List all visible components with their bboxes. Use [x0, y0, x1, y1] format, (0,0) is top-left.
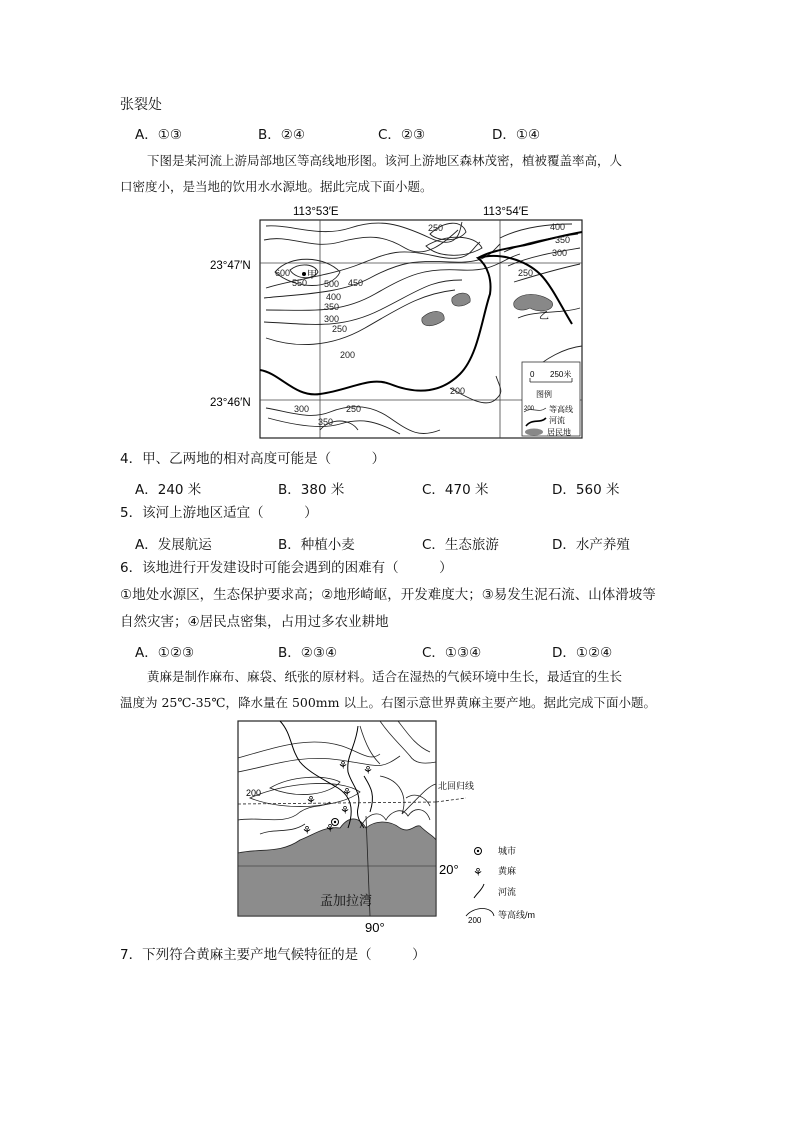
- contour-value: 400: [326, 292, 342, 302]
- jute-icon: ⚘: [363, 765, 373, 777]
- map2-legend: [466, 845, 535, 925]
- q6-option-d[interactable]: D．①②④: [552, 645, 613, 661]
- legend-contour-label: 等高线: [549, 405, 573, 414]
- intro1-line1: 下图是某河流上游局部地区等高线地形图。该河上游地区森林茂密，植被覆盖率高，人: [147, 153, 623, 168]
- legend-settlement-label: 居民地: [547, 428, 571, 437]
- previous-question-tail: 张裂处: [120, 97, 162, 113]
- contour-value: 450: [348, 278, 364, 288]
- contour-value: 350: [318, 417, 334, 427]
- legend-city-label: 城市: [498, 846, 517, 856]
- q5-option-d[interactable]: D．水产养殖: [552, 537, 630, 553]
- contour-value: 200: [450, 386, 466, 396]
- contour-value: 200: [340, 350, 356, 360]
- intro2-line2: 温度为 25℃-35℃，降水量在 500mm 以上。右图示意世界黄麻主要产地。据此完成下面小题。: [120, 695, 656, 710]
- lon-label-left: 113°53′E: [293, 206, 339, 218]
- contour-value: 250: [346, 404, 362, 414]
- contour-value: 300: [552, 248, 568, 258]
- q6-option-c[interactable]: C．①③④: [422, 645, 482, 661]
- q7-stem: 7．下列符合黄麻主要产地气候特征的是（ ）: [120, 947, 426, 963]
- tropic-of-cancer-extension: [436, 798, 466, 802]
- contour-map: [200, 198, 600, 444]
- legend-title: 图例: [536, 390, 552, 399]
- lon-label-90: 90°: [365, 920, 385, 935]
- legend-contour-label: 等高线/m: [498, 910, 535, 920]
- jute-icon: ⚘: [306, 795, 316, 807]
- q6-option-a[interactable]: A．①②③: [135, 645, 195, 661]
- bay-label: 孟加拉湾: [320, 893, 373, 908]
- jute-map: [230, 716, 570, 936]
- contour-value: 500: [324, 279, 340, 289]
- q4-stem: 4．甲、乙两地的相对高度可能是（ ）: [120, 451, 386, 467]
- prev-option-a[interactable]: A．①③: [135, 127, 182, 143]
- legend-contour-value: 200: [524, 406, 535, 412]
- contour-value: 300: [294, 404, 310, 414]
- point-jia: [302, 272, 306, 276]
- place-label-jia: 甲: [307, 270, 317, 281]
- jute-icon: ⚘: [302, 825, 312, 837]
- lat-label-bottom: 23°46′N: [210, 397, 251, 409]
- q4-option-d[interactable]: D．560 米: [552, 482, 620, 498]
- intro1-line2: 口密度小，是当地的饮用水水源地。据此完成下面小题。: [120, 179, 433, 194]
- legend-river-label: 河流: [549, 416, 565, 425]
- contour-value: 600: [275, 268, 291, 278]
- lat-label-top: 23°47′N: [210, 260, 251, 272]
- legend-jute-label: 黄麻: [498, 866, 517, 876]
- q5-option-b[interactable]: B．种植小麦: [278, 537, 355, 553]
- prev-option-d[interactable]: D．①④: [492, 127, 541, 143]
- q6-option-b[interactable]: B．②③④: [278, 645, 338, 661]
- lon-label-right: 113°54′E: [483, 206, 529, 218]
- jute-icon: ⚘: [342, 787, 352, 799]
- jute-icon: ⚘: [340, 805, 350, 817]
- legend-contour-value: 200: [468, 916, 482, 925]
- legend-contour-icon: [466, 909, 494, 917]
- q4-option-c[interactable]: C．470 米: [422, 482, 489, 498]
- q4-option-a[interactable]: A．240 米: [135, 482, 202, 498]
- q6-statements-line2: 自然灾害；④居民点密集，占用过多农业耕地: [120, 614, 389, 630]
- q6-statements-line1: ①地处水源区，生态保护要求高；②地形崎岖，开发难度大；③易发生泥石流、山体滑坡等: [120, 587, 656, 603]
- tropic-label: 北回归线: [438, 781, 475, 791]
- map-legend: [522, 362, 580, 437]
- contour-value: 250: [518, 268, 534, 278]
- place-label-yi: 乙: [539, 311, 549, 322]
- legend-jute-icon: ⚘: [473, 867, 483, 879]
- legend-river-icon: [474, 884, 484, 898]
- prev-option-c[interactable]: C．②③: [378, 127, 426, 143]
- scale-distance: 250米: [550, 370, 572, 379]
- contour-value: 350: [324, 302, 340, 312]
- intro2-line1: 黄麻是制作麻布、麻袋、纸张的原材料。适合在湿热的气候环境中生长，最适宜的生长: [147, 669, 623, 684]
- scale-zero: 0: [530, 370, 535, 379]
- legend-river-label: 河流: [498, 887, 517, 897]
- city-icon-dot: [334, 821, 336, 823]
- q4-option-b[interactable]: B．380 米: [278, 482, 345, 498]
- lat-label-20: 20°: [439, 862, 459, 877]
- q5-option-a[interactable]: A．发展航运: [135, 537, 212, 553]
- contour-value-200: 200: [246, 788, 262, 798]
- contour-value: 400: [550, 222, 566, 232]
- contour-value: 350: [555, 235, 571, 245]
- contour-value: 250: [332, 324, 348, 334]
- prev-option-b[interactable]: B．②④: [258, 127, 305, 143]
- jute-icon: ⚘: [325, 823, 335, 835]
- q5-option-c[interactable]: C．生态旅游: [422, 537, 499, 553]
- contour-value: 550: [292, 278, 308, 288]
- q6-stem: 6．该地进行开发建设时可能会遇到的困难有（ ）: [120, 560, 453, 576]
- contour-value: 300: [324, 314, 340, 324]
- q5-stem: 5．该河上游地区适宜（ ）: [120, 505, 318, 521]
- legend-settlement-symbol: [525, 429, 543, 436]
- jute-icon: ⚘: [338, 760, 348, 772]
- contour-value: 250: [428, 223, 444, 233]
